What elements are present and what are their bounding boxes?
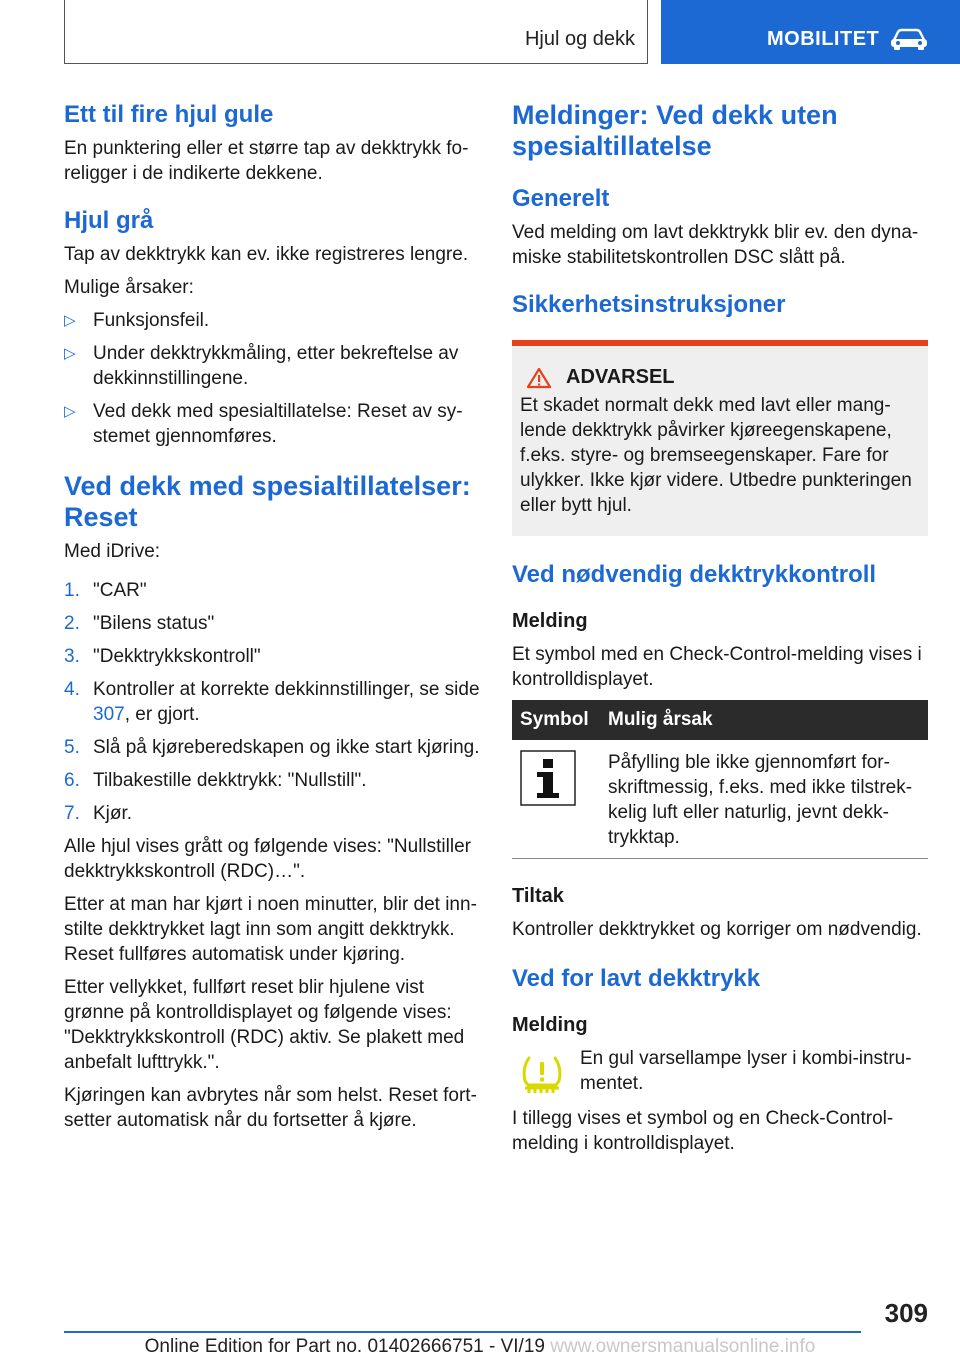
heading-action: Tiltak bbox=[512, 885, 564, 907]
list-item: 6. Tilbakestille dekktrykk: "Nullstill". bbox=[64, 770, 367, 791]
heading-general: Generelt bbox=[512, 185, 610, 212]
header-chapter-label: MOBILITET bbox=[767, 28, 880, 50]
para-reset-4: Kjøringen kan avbrytes når som helst. Reset fortsetter automatisk når du fortsetter å kjøre. bbox=[64, 1085, 477, 1131]
table-row bbox=[512, 740, 928, 859]
triangle-bullet-icon: ▷ bbox=[64, 345, 76, 362]
heading-safety: Sikkerhetsinstruksjoner bbox=[512, 291, 786, 318]
para-reset-2: Etter at man har kjørt i noen minutter, blir det innstilte dekktrykket lagt inn som angitt dekktrykk. Reset fullføres automatisk under kjøring. bbox=[64, 894, 477, 965]
warning-text: Et skadet normalt dekk med lavt eller manglende dekktrykk påvirker kjøreegenskapene, f.eks. styre- og bremseegenskaper. Fare for ulykker. Ikke kjør videre. Utbedre punkteringen eller bytt hjul. bbox=[520, 395, 912, 516]
list-item: 3. "Dekktrykkskontroll" bbox=[64, 646, 261, 667]
heading-message-1: Melding bbox=[512, 610, 588, 632]
heading-wheels-yellow: Ett til fire hjul gule bbox=[64, 101, 274, 128]
car-icon bbox=[889, 27, 929, 51]
steps-list bbox=[64, 578, 480, 826]
list-item: 7. Kjør. bbox=[64, 803, 133, 824]
list-item: 4. Kontroller at korrekte dekkinnstillinger, se side 307, er gjort. bbox=[64, 679, 480, 725]
info-icon bbox=[520, 750, 576, 806]
left-column bbox=[64, 100, 480, 1141]
triangle-bullet-icon: ▷ bbox=[64, 403, 76, 420]
causes-list bbox=[64, 308, 480, 449]
table-header-symbol: Symbol bbox=[512, 700, 600, 740]
warning-box bbox=[512, 340, 928, 536]
heading-check: Ved nødvendig dekktrykkontroll bbox=[512, 561, 877, 588]
header-chapter-tab bbox=[661, 0, 960, 64]
para-message-1: Et symbol med en Check-Control-melding vises i kontrolldisplayet. bbox=[512, 644, 922, 690]
para-extra: I tillegg vises et symbol og en Check-Control-melding i kontrolldisplayet. bbox=[512, 1108, 894, 1154]
heading-reset: Ved dekk med spesialtillatelser: Reset bbox=[64, 471, 471, 532]
right-column bbox=[512, 100, 928, 1164]
heading-messages: Meldinger: Ved dekk uten spesialtillatelse bbox=[512, 100, 838, 161]
warning-title: ADVARSEL bbox=[566, 366, 675, 388]
header-section-title: Hjul og dekk bbox=[524, 28, 635, 50]
table-header-cause: Mulig årsak bbox=[600, 700, 928, 740]
lamp-row bbox=[512, 1046, 928, 1096]
footer-divider bbox=[64, 1331, 861, 1333]
footer-watermark[interactable]: www.ownersmanualsonline.info bbox=[550, 1336, 816, 1357]
footer-edition: Online Edition for Part no. 01402666751 - VI/19 bbox=[144, 1336, 545, 1357]
symbol-table bbox=[512, 700, 928, 859]
heading-low-pressure: Ved for lavt dekktrykk bbox=[512, 965, 761, 992]
header-section-box bbox=[64, 0, 648, 64]
warning-triangle-icon bbox=[526, 367, 552, 389]
list-item: ▷ Funksjonsfeil. bbox=[64, 310, 210, 331]
para-lamp: En gul varsellampe lyser i kombi-instrumentet. bbox=[580, 1048, 912, 1094]
para-wheels-yellow: En punktering eller et større tap av dekktrykk foreligger i de indikerte dekkene. bbox=[64, 138, 469, 184]
para-idrive: Med iDrive: bbox=[64, 541, 161, 562]
table-cell-symbol bbox=[512, 740, 600, 859]
para-general: Ved melding om lavt dekktrykk blir ev. den dynamiske stabilitetskontrollen DSC slått på. bbox=[512, 222, 919, 268]
warning-header bbox=[520, 366, 920, 389]
triangle-bullet-icon: ▷ bbox=[64, 312, 76, 329]
footer bbox=[0, 1336, 960, 1358]
page-link[interactable]: 307 bbox=[93, 704, 125, 725]
list-item: ▷ Under dekktrykkmåling, etter bekreftelse av dekkinnstillingene. bbox=[64, 343, 459, 389]
table-cell-cause: Påfylling ble ikke gjennomført forskriftmessig, f.eks. med ikke tilstrekkelig luft eller naturlig, jevnt dekktrykktap. bbox=[600, 740, 928, 859]
para-causes: Mulige årsaker: bbox=[64, 277, 194, 298]
tire-pressure-warning-icon bbox=[520, 1054, 564, 1096]
para-reset-3: Etter vellykket, fullført reset blir hjulene vist grønne på kontrolldisplayet og følgende vises: "Dekktrykkskontroll (RDC) aktiv. Se plakett med anbefalt lufttrykk.". bbox=[64, 977, 465, 1073]
list-item: 2. "Bilens status" bbox=[64, 613, 215, 634]
para-action: Kontroller dekktrykket og korriger om nødvendig. bbox=[512, 919, 922, 940]
para-reset-1: Alle hjul vises grått og følgende vises: "Nullstiller dekktrykkskontroll (RDC)…". bbox=[64, 836, 471, 882]
para-wheels-grey: Tap av dekktrykk kan ev. ikke registreres lengre. bbox=[64, 244, 469, 265]
page-number: 309 bbox=[884, 1298, 928, 1328]
heading-wheels-grey: Hjul grå bbox=[64, 207, 154, 234]
list-item: 5. Slå på kjøreberedskapen og ikke start kjøring. bbox=[64, 737, 480, 758]
heading-message-2: Melding bbox=[512, 1014, 588, 1036]
list-item: ▷ Ved dekk med spesialtillatelse: Reset av systemet gjennomføres. bbox=[64, 401, 463, 447]
list-item: 1. "CAR" bbox=[64, 580, 147, 601]
